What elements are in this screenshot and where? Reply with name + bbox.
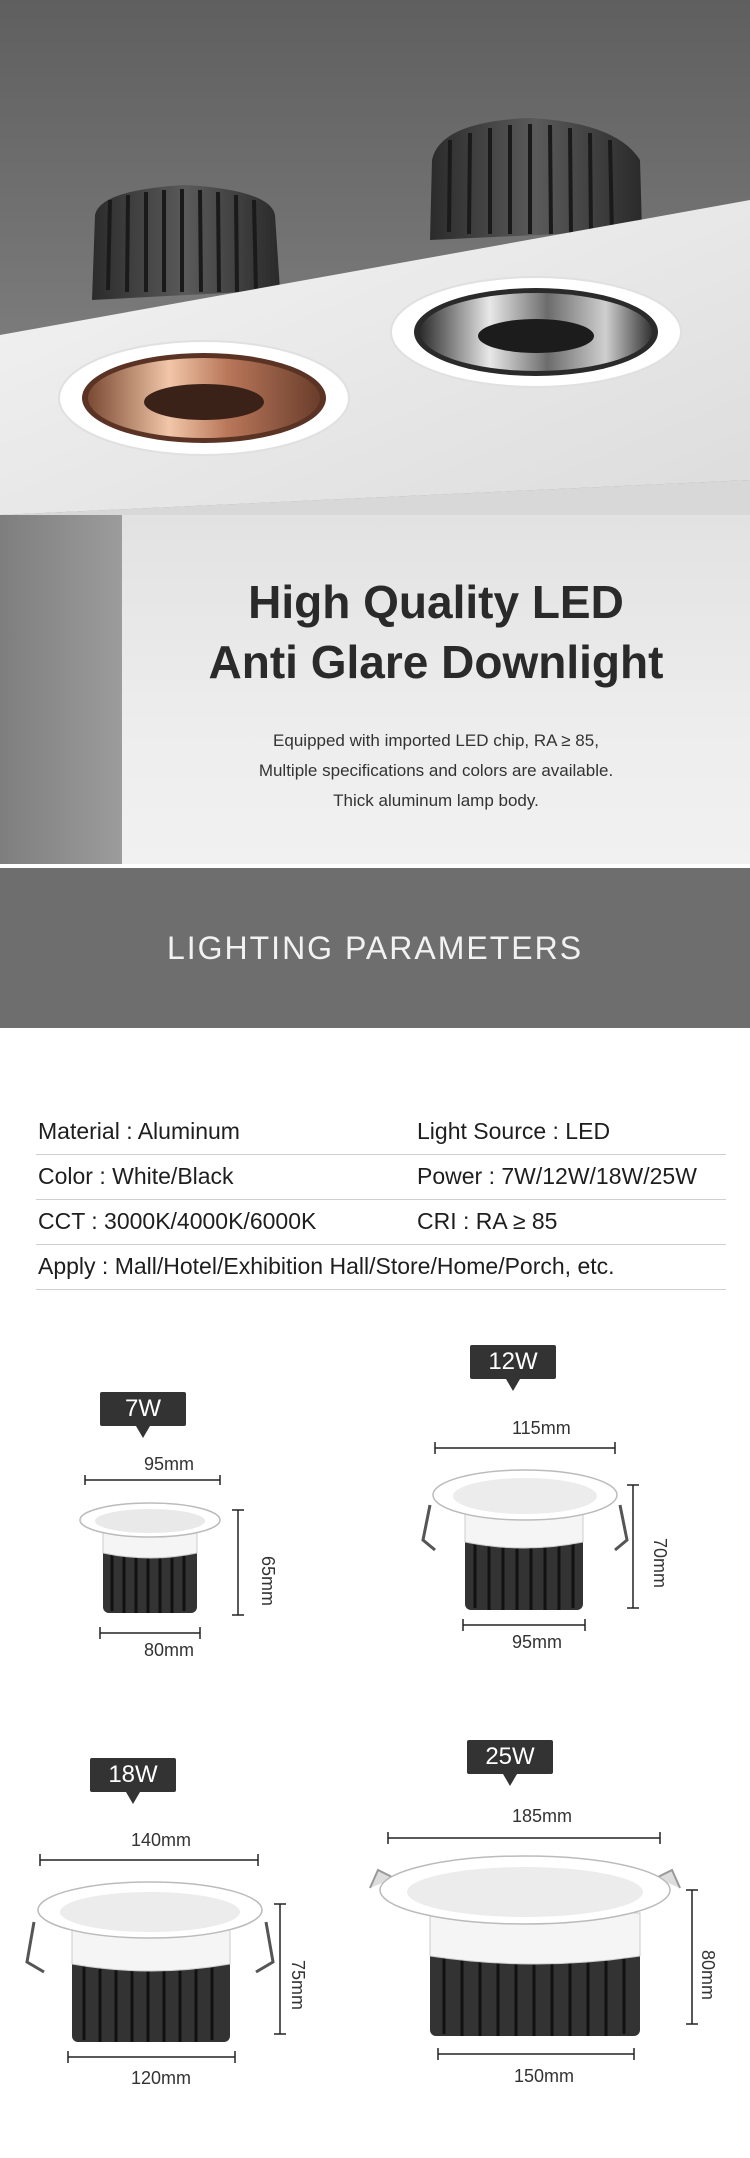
dim-top-7w: 95mm xyxy=(144,1454,195,1474)
section-banner xyxy=(0,868,750,1028)
dim-bottom-18w: 120mm xyxy=(131,2068,192,2088)
dim-bottom-25w: 150mm xyxy=(514,2066,575,2086)
downlight-7w-image xyxy=(70,1475,270,1640)
hero-title-line2: Anti Glare Downlight xyxy=(208,636,664,688)
param-cri: CRI : RA ≥ 85 xyxy=(417,1208,558,1234)
dim-height-18w: 75mm xyxy=(288,1960,308,2011)
param-row xyxy=(36,1110,726,1155)
wall-shadow xyxy=(0,515,122,864)
param-cct: CCT : 3000K/4000K/6000K xyxy=(38,1208,317,1234)
dim-top-18w: 140mm xyxy=(131,1830,192,1850)
model-tag-12w: 12W xyxy=(470,1345,556,1379)
param-color: Color : White/Black xyxy=(38,1163,234,1189)
dim-bottom-12w: 95mm xyxy=(512,1632,563,1652)
param-row xyxy=(36,1155,726,1200)
rose-gold-downlight xyxy=(59,341,349,455)
chrome-downlight xyxy=(391,277,681,387)
dim-height-12w: 70mm xyxy=(650,1538,670,1589)
param-power: Power : 7W/12W/18W/25W xyxy=(417,1163,697,1189)
hero-desc-line2: Multiple specifications and colors are available. xyxy=(258,761,614,780)
model-tag-25w: 25W xyxy=(467,1740,553,1774)
hero-title-line1: High Quality LED xyxy=(248,576,624,628)
param-apply: Apply : Mall/Hotel/Exhibition Hall/Store/Home/Porch, etc. xyxy=(38,1253,615,1279)
downlight-25w-image xyxy=(370,1828,700,2064)
model-tag-7w: 7W xyxy=(100,1392,186,1426)
hero-desc-line1: Equipped with imported LED chip, RA ≥ 85, xyxy=(273,731,599,750)
dim-top-12w: 115mm xyxy=(512,1418,571,1438)
param-row xyxy=(36,1245,726,1290)
section-title: LIGHTING PARAMETERS xyxy=(166,930,584,966)
parameters-table xyxy=(36,1110,726,1290)
hero-section xyxy=(0,0,750,864)
downlight-12w-image xyxy=(425,1440,645,1630)
downlight-18w-image xyxy=(30,1852,300,2067)
param-row xyxy=(36,1200,726,1245)
dim-top-25w: 185mm xyxy=(512,1806,573,1826)
dim-height-25w: 80mm xyxy=(698,1950,718,2001)
heatsink-right xyxy=(430,118,642,240)
hero-desc-line3: Thick aluminum lamp body. xyxy=(333,791,539,810)
hero-product-image xyxy=(0,0,750,520)
param-material: Material : Aluminum xyxy=(38,1118,240,1144)
dim-height-7w: 65mm xyxy=(258,1556,278,1607)
model-tag-18w: 18W xyxy=(90,1758,176,1792)
heatsink-left xyxy=(92,185,280,300)
param-light-source: Light Source : LED xyxy=(417,1118,611,1144)
dim-bottom-7w: 80mm xyxy=(144,1640,195,1660)
